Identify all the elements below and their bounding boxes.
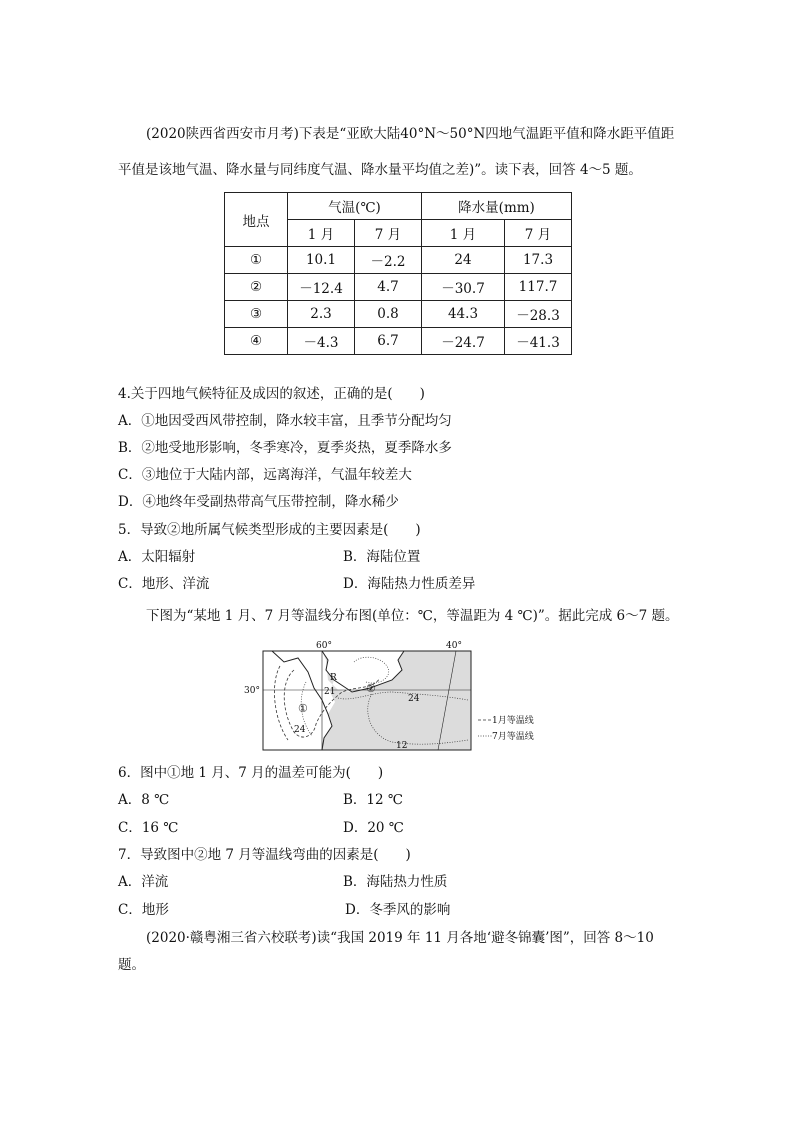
header-temp-jul: 7 月 — [355, 220, 422, 247]
cell-temp-jul: －2.2 — [355, 247, 422, 274]
label-r: R — [330, 673, 337, 683]
isotherm-map — [242, 640, 542, 752]
header-precip-jul: 7 月 — [505, 220, 572, 247]
cell-place: ② — [225, 274, 288, 301]
january-isotherm-outer — [274, 666, 288, 740]
header-temp-jan: 1 月 — [288, 220, 355, 247]
q4-option-b: B．②地受地形影响，冬季寒冷，夏季炎热，夏季降水多 — [118, 440, 452, 456]
label-24-west: 24 — [294, 725, 306, 735]
cell-temp-jan: 10.1 — [288, 247, 355, 274]
cell-precip-jul: －41.3 — [505, 328, 572, 355]
q6-option-b: B．12 ℃ — [343, 792, 403, 808]
cell-temp-jul: 6.7 — [355, 328, 422, 355]
label-place-2: ② — [366, 682, 376, 695]
cell-precip-jul: 117.7 — [505, 274, 572, 301]
q5-option-d: D．海陆热力性质差异 — [343, 576, 476, 592]
header-precipitation: 降水量(mm) — [422, 193, 572, 220]
label-lat-30: 30° — [244, 686, 260, 696]
label-21: 21 — [324, 687, 336, 697]
q5-stem: 5．导致②地所属气候类型形成的主要因素是( ) — [118, 522, 421, 538]
intro-line-2: 平值是该地气温、降水量与同纬度气温、降水量平均值之差)”。读下表，回答 4～5 题。 — [118, 162, 642, 178]
cell-place: ④ — [225, 328, 288, 355]
cell-precip-jan: 44.3 — [422, 301, 505, 328]
cell-temp-jul: 4.7 — [355, 274, 422, 301]
q7-option-b: B．海陆热力性质 — [343, 874, 448, 890]
cell-precip-jan: －24.7 — [422, 328, 505, 355]
q5-option-a: A．太阳辐射 — [118, 549, 196, 565]
label-place-1: ① — [298, 702, 308, 715]
cell-precip-jul: －28.3 — [505, 301, 572, 328]
q6-option-d: D．20 ℃ — [343, 820, 404, 836]
q7-option-d: D．冬季风的影响 — [345, 902, 451, 918]
coastline-west — [272, 651, 332, 750]
label-lon-40: 40° — [446, 641, 462, 651]
q7-option-c: C．地形 — [118, 902, 169, 918]
header-precip-jan: 1 月 — [422, 220, 505, 247]
cell-temp-jan: －12.4 — [288, 274, 355, 301]
q5-option-c: C．地形、洋流 — [118, 576, 210, 592]
cell-precip-jan: 24 — [422, 247, 505, 274]
q5-option-b: B．海陆位置 — [343, 549, 421, 565]
header-place: 地点 — [225, 193, 288, 247]
sea-area — [322, 651, 471, 750]
table-row — [225, 328, 572, 355]
july-isotherm-north — [354, 657, 389, 683]
table-row — [225, 274, 572, 301]
label-24-east: 24 — [408, 694, 420, 704]
q4-stem: 4.关于四地气候特征及成因的叙述，正确的是( ) — [118, 386, 425, 402]
cell-temp-jul: 0.8 — [355, 301, 422, 328]
q7-stem: 7．导致图中②地 7 月等温线弯曲的因素是( ) — [118, 847, 411, 863]
label-12: 12 — [396, 741, 408, 751]
q4-option-d: D．④地终年受副热带高气压带控制，降水稀少 — [118, 494, 399, 510]
cell-temp-jan: －4.3 — [288, 328, 355, 355]
cell-place: ③ — [225, 301, 288, 328]
cell-place: ① — [225, 247, 288, 274]
data-table — [224, 192, 572, 355]
table-row — [225, 247, 572, 274]
q8-intro-line-1: (2020·赣粤湘三省六校联考)读“我国 2019 年 11 月各地‘避冬锦囊’图”，回答 8～10 — [146, 930, 654, 946]
q6-stem: 6．图中①地 1 月、7 月的温差可能为( ) — [118, 765, 384, 781]
q6-option-a: A．8 ℃ — [118, 792, 170, 808]
table-row — [225, 301, 572, 328]
intro-line-1: (2020陕西省西安市月考)下表是“亚欧大陆40°N～50°N四地气温距平值和降水距平值距 — [146, 126, 675, 142]
q8-intro-line-2: 题。 — [118, 957, 145, 973]
cell-precip-jul: 17.3 — [505, 247, 572, 274]
header-temperature: 气温(℃) — [288, 193, 422, 220]
q4-option-c: C．③地位于大陆内部，远离海洋，气温年较差大 — [118, 467, 412, 483]
label-lon-60: 60° — [316, 641, 332, 651]
legend-jul-label: 7月等温线 — [492, 732, 534, 742]
legend-jan-label: 1月等温线 — [492, 716, 534, 726]
map-intro: 下图为“某地 1 月、7 月等温线分布图(单位：℃，等温距为 4 ℃)”。据此完成 6～7 题。 — [146, 608, 679, 624]
cell-precip-jan: －30.7 — [422, 274, 505, 301]
q7-option-a: A．洋流 — [118, 874, 169, 890]
q4-option-a: A．①地因受西风带控制，降水较丰富，且季节分配均匀 — [118, 413, 452, 429]
cell-temp-jan: 2.3 — [288, 301, 355, 328]
q6-option-c: C．16 ℃ — [118, 820, 179, 836]
